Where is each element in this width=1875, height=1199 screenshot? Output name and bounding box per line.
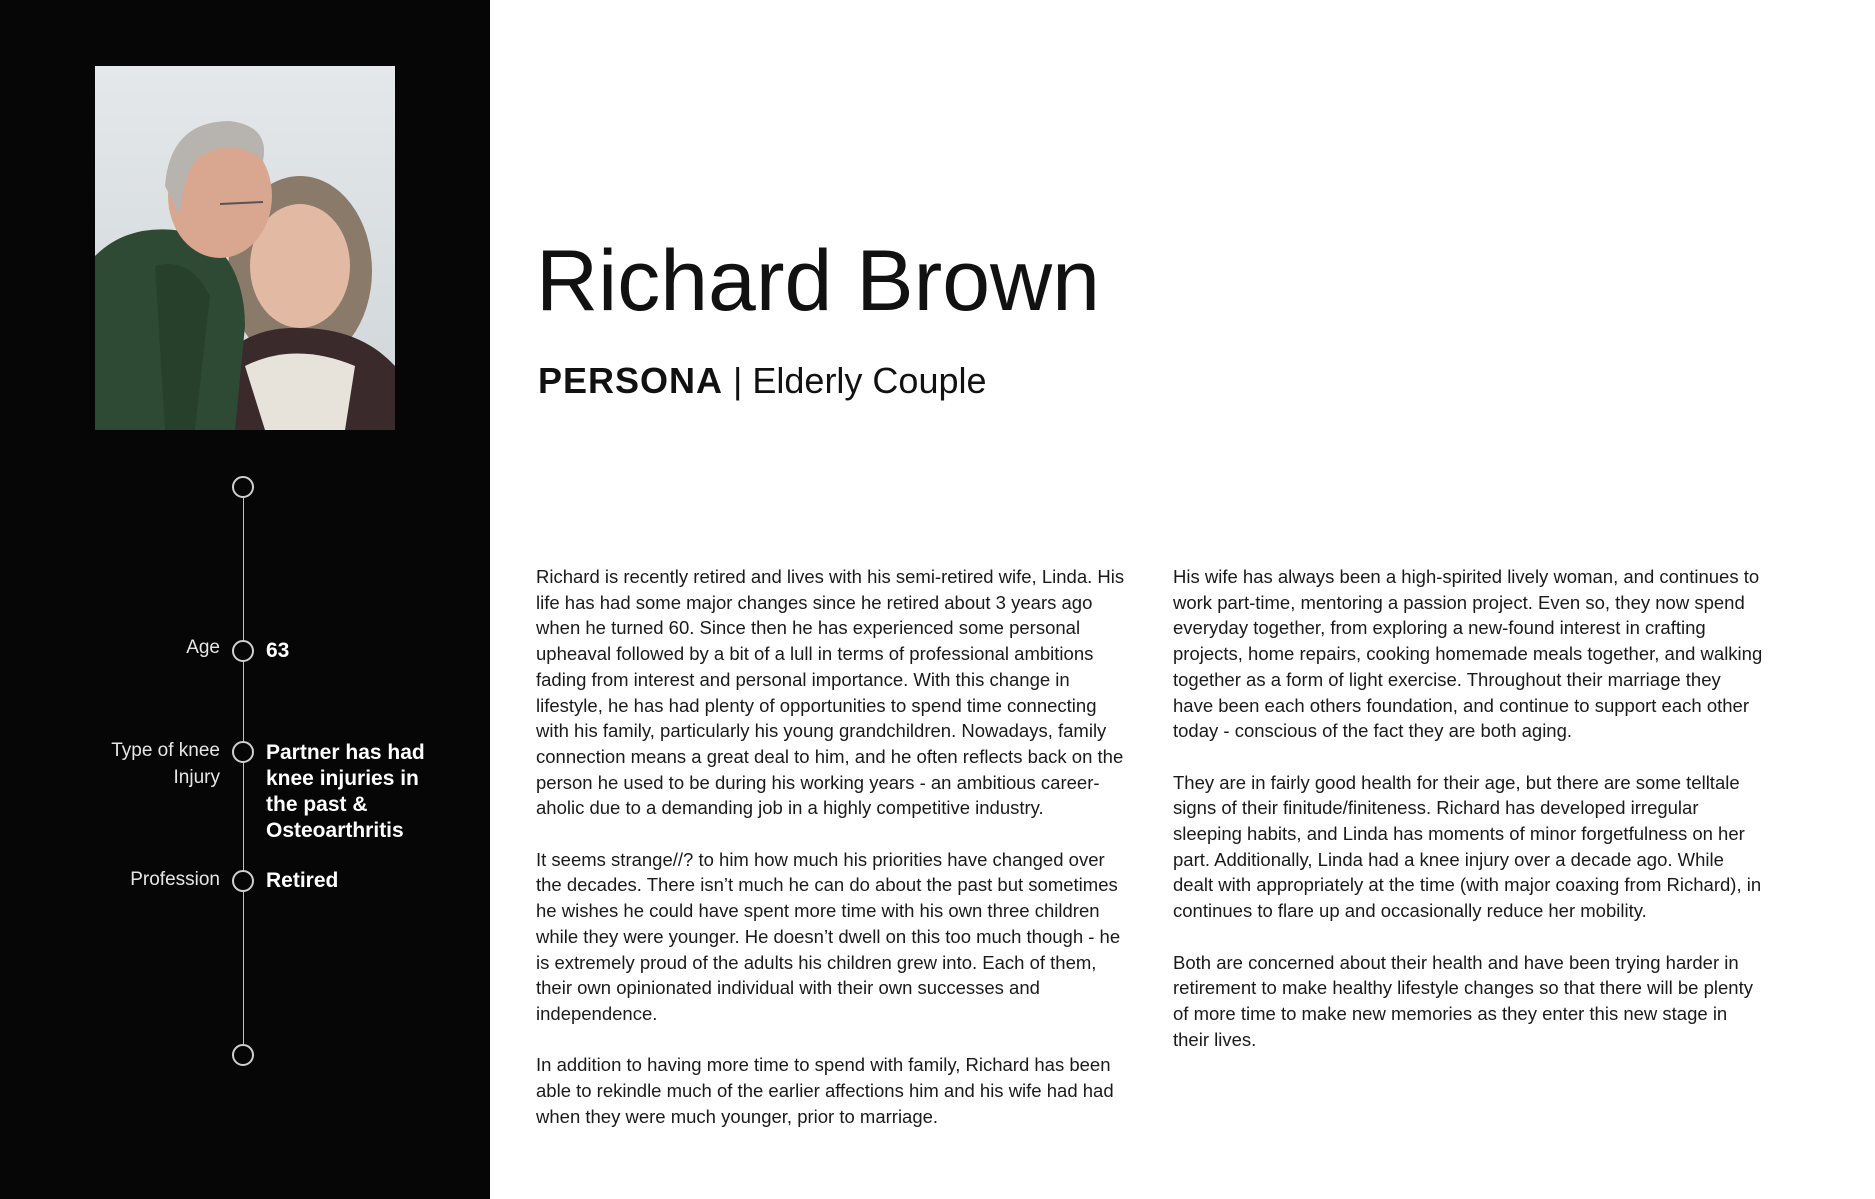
couple-photo-image xyxy=(95,66,395,430)
timeline-start-node xyxy=(232,476,254,498)
persona-subtitle xyxy=(538,360,987,402)
subtitle-separator: | xyxy=(733,360,743,401)
bio-paragraph: Both are concerned about their health and have been trying harder in retirement to make healthy lifestyle changes so that there will be plenty of more time to make new memories as they enter this new stage in their lives. xyxy=(1173,951,1753,1050)
timeline-line xyxy=(243,498,244,1046)
bio-paragraph: It seems strange//? to him how much his priorities have changed over the decades. There isn’t much he can do about the past but sometimes he wishes he could have spent more time with his own three children while they were younger. He doesn’t dwell on this too much though - he is extremely proud of the adults his children grew into. Each of them, their own opinionated individual with their own successes and independence. xyxy=(536,848,1121,1024)
bio-paragraph: They are in fairly good health for their age, but there are some telltale signs of their finitude/finiteness. Richard has developed irregular sleeping habits, and Linda has moments of minor forgetfulness on her part. Additionally, Linda had a knee injury over a decade ago. While dealt with appropriately at the time (with major coaxing from Richard), in continues to flare up and occasionally reduce her mobility. xyxy=(1173,771,1762,922)
sidebar xyxy=(0,0,490,1199)
timeline-node-injury xyxy=(232,741,254,763)
age-value: 63 xyxy=(266,639,290,662)
injury-value: Partner has had knee injuries in the past & Osteoarthritis xyxy=(266,741,425,842)
bio-paragraph: His wife has always been a high-spirited lively woman, and continues to work part-time, mentoring a passion project. Even so, they now spend everyday together, from exploring a new-found interest in crafting projects, home repairs, cooking homemade meals together, and walking together as a form of light exercise. Throughout their marriage they have been each others foundation, and continue to support each other today - conscious of the fact they are both aging. xyxy=(1173,566,1763,742)
bio-paragraph: In addition to having more time to spend with family, Richard has been able to rekindle much of the earlier affections him and his wife had had when they were much younger, prior to marriage. xyxy=(536,1054,1114,1127)
persona-tag: PERSONA xyxy=(538,360,724,401)
persona-type: Elderly Couple xyxy=(752,360,987,401)
persona-photo xyxy=(95,66,395,430)
age-label: Age xyxy=(186,637,220,658)
profession-value: Retired xyxy=(266,869,339,892)
timeline-node-profession xyxy=(232,870,254,892)
timeline-node-age xyxy=(232,640,254,662)
timeline-end-node xyxy=(232,1044,254,1066)
bio-left-column xyxy=(536,564,1126,1155)
persona-name: Richard Brown xyxy=(536,233,1100,329)
injury-label: Type of knee Injury xyxy=(111,740,220,788)
profession-label: Profession xyxy=(130,869,220,890)
bio-right-column xyxy=(1173,564,1763,1078)
bio-paragraph: Richard is recently retired and lives with his semi-retired wife, Linda. His life has had some major changes since he retired about 3 years ago when he turned 60. Since then he has experienced some personal upheaval followed by a bit of a lull in terms of professional ambitions fading from interest and personal importance. With this change in lifestyle, he has had plenty of opportunities to spend time connecting with his family, particularly his young grandchildren. Nowadays, family connection means a great deal to him, and he often reflects back on the person he used to be during his working years - an ambitious career-aholic due to a demanding job in a highly competitive industry. xyxy=(536,566,1125,819)
